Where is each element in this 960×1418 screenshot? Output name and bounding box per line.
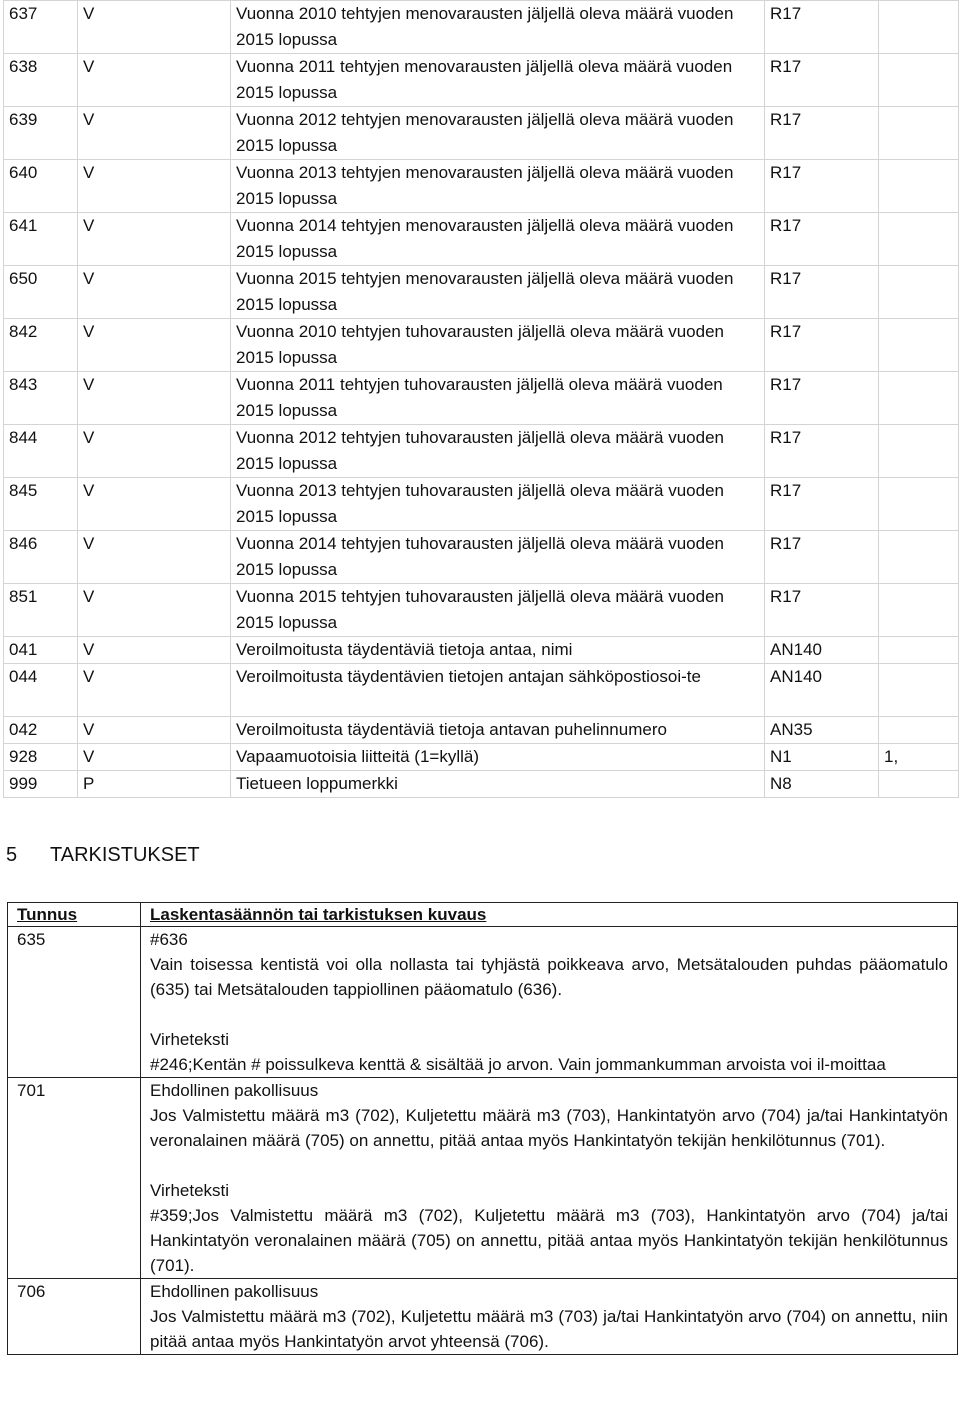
field-type: V [78,637,231,664]
field-code: 042 [4,717,78,744]
field-description: Vuonna 2012 tehtyjen menovarausten jäljellä oleva määrä vuoden 2015 lopussa [231,107,765,160]
field-description: Vuonna 2010 tehtyjen tuhovarausten jäljellä oleva määrä vuoden 2015 lopussa [231,319,765,372]
section-number: 5 [6,844,18,866]
field-description: Vuonna 2012 tehtyjen tuhovarausten jäljellä oleva määrä vuoden 2015 lopussa [231,425,765,478]
field-description: Vuonna 2013 tehtyjen tuhovarausten jäljellä oleva määrä vuoden 2015 lopussa [231,478,765,531]
field-row [4,584,959,637]
field-code: 845 [4,478,78,531]
field-description: Vuonna 2011 tehtyjen menovarausten jäljellä oleva määrä vuoden 2015 lopussa [231,54,765,107]
check-code: 706 [8,1279,141,1355]
field-row [4,771,959,798]
field-type: V [78,54,231,107]
field-description: Vuonna 2015 tehtyjen tuhovarausten jäljellä oleva määrä vuoden 2015 lopussa [231,584,765,637]
field-type: P [78,771,231,798]
rule-paragraph: #636 [150,930,188,949]
field-extra [879,266,959,319]
field-extra [879,425,959,478]
field-code: 041 [4,637,78,664]
field-extra: 1, [879,744,959,771]
field-row [4,266,959,319]
rule-paragraph: Ehdollinen pakollisuus [150,1282,319,1301]
field-extra [879,107,959,160]
field-type: V [78,319,231,372]
field-extra [879,531,959,584]
field-table-body [4,1,959,798]
field-row [4,744,959,771]
field-row [4,372,959,425]
check-rule-description [141,1078,958,1279]
field-extra [879,160,959,213]
field-format: R17 [765,319,879,372]
field-description: Vuonna 2013 tehtyjen menovarausten jäljellä oleva määrä vuoden 2015 lopussa [231,160,765,213]
check-row [8,927,958,1078]
rule-paragraph: Virheteksti [150,1181,230,1200]
check-table-header-row [8,903,958,927]
field-format: R17 [765,160,879,213]
field-format: R17 [765,584,879,637]
field-description: Vuonna 2010 tehtyjen menovarausten jäljellä oleva määrä vuoden 2015 lopussa [231,1,765,54]
field-row [4,637,959,664]
field-format: N8 [765,771,879,798]
field-row [4,319,959,372]
check-code: 701 [8,1078,141,1279]
field-extra [879,319,959,372]
section-heading [6,844,200,867]
field-code: 639 [4,107,78,160]
field-extra [879,213,959,266]
field-format: R17 [765,54,879,107]
field-description: Vuonna 2014 tehtyjen menovarausten jäljellä oleva määrä vuoden 2015 lopussa [231,213,765,266]
field-format: R17 [765,531,879,584]
check-row [8,1279,958,1355]
field-type: V [78,664,231,717]
field-row [4,54,959,107]
field-type: V [78,425,231,478]
header-code: Tunnus [8,903,141,927]
field-description: Veroilmoitusta täydentävien tietojen antajan sähköpostiosoi-te [231,664,765,717]
field-extra [879,664,959,717]
field-type: V [78,744,231,771]
field-extra [879,637,959,664]
field-code: 844 [4,425,78,478]
field-code: 637 [4,1,78,54]
check-row [8,1078,958,1279]
check-rule-description [141,927,958,1078]
field-format: R17 [765,425,879,478]
field-description: Vapaamuotoisia liitteitä (1=kyllä) [231,744,765,771]
rule-paragraph: #246;Kentän # poissulkeva kenttä & sisältää jo arvon. Vain jommankumman arvoista voi il-moittaa [150,1055,886,1074]
field-type: V [78,372,231,425]
field-description: Vuonna 2015 tehtyjen menovarausten jäljellä oleva määrä vuoden 2015 lopussa [231,266,765,319]
field-code: 641 [4,213,78,266]
field-format: R17 [765,266,879,319]
field-format: R17 [765,1,879,54]
field-description: Tietueen loppumerkki [231,771,765,798]
field-type: V [78,478,231,531]
check-rule-description [141,1279,958,1355]
field-extra [879,1,959,54]
field-description: Veroilmoitusta täydentäviä tietoja antavan puhelinnumero [231,717,765,744]
field-row [4,478,959,531]
field-extra [879,584,959,637]
field-row [4,664,959,717]
field-type: V [78,584,231,637]
field-row [4,717,959,744]
field-description: Veroilmoitusta täydentäviä tietoja antaa, nimi [231,637,765,664]
field-type: V [78,160,231,213]
field-format: R17 [765,478,879,531]
section-title: TARKISTUKSET [50,844,200,866]
rule-paragraph: #359;Jos Valmistettu määrä m3 (702), Kuljetettu määrä m3 (703), Hankintatyön arvo (704) ja/tai Hankintatyön veronalainen määrä (705) on annettu, pitää antaa myös Hankintatyön tekijän henkilötunnus (701). [150,1206,948,1275]
field-extra [879,372,959,425]
field-description: Vuonna 2014 tehtyjen tuhovarausten jäljellä oleva määrä vuoden 2015 lopussa [231,531,765,584]
rule-paragraph: Vain toisessa kentistä voi olla nollasta tai tyhjästä poikkeava arvo, Metsätalouden puhdas pääomatulo (635) tai Metsätalouden tappiollinen pääomatulo (636). [150,955,948,999]
field-extra [879,717,959,744]
field-type: V [78,266,231,319]
field-code: 999 [4,771,78,798]
header-rule: Laskentasäännön tai tarkistuksen kuvaus [141,903,958,927]
field-code: 650 [4,266,78,319]
field-format: AN140 [765,637,879,664]
check-code: 635 [8,927,141,1078]
field-type: V [78,717,231,744]
field-format: AN140 [765,664,879,717]
field-type: V [78,531,231,584]
field-code: 044 [4,664,78,717]
field-format: R17 [765,213,879,266]
check-table-body [8,927,958,1355]
field-row [4,531,959,584]
field-code: 851 [4,584,78,637]
field-row [4,107,959,160]
field-code: 843 [4,372,78,425]
check-rules-table [7,902,958,1355]
rule-paragraph: Jos Valmistettu määrä m3 (702), Kuljetettu määrä m3 (703), Hankintatyön arvo (704) ja/tai Hankintatyön veronalainen määrä (705) on annettu, pitää antaa myös Hankintatyön tekijän henkilötunnus (701). [150,1106,948,1150]
field-code: 846 [4,531,78,584]
field-type: V [78,107,231,160]
field-description: Vuonna 2011 tehtyjen tuhovarausten jäljellä oleva määrä vuoden 2015 lopussa [231,372,765,425]
field-type: V [78,1,231,54]
field-format: R17 [765,107,879,160]
field-row [4,213,959,266]
field-format: R17 [765,372,879,425]
field-row [4,425,959,478]
field-extra [879,771,959,798]
field-row [4,160,959,213]
field-format: AN35 [765,717,879,744]
field-definition-table [3,0,959,798]
rule-paragraph: Virheteksti [150,1030,230,1049]
field-code: 928 [4,744,78,771]
rule-paragraph: Ehdollinen pakollisuus [150,1081,319,1100]
field-extra [879,478,959,531]
field-type: V [78,213,231,266]
field-code: 640 [4,160,78,213]
field-code: 842 [4,319,78,372]
field-extra [879,54,959,107]
field-code: 638 [4,54,78,107]
rule-paragraph: Jos Valmistettu määrä m3 (702), Kuljetettu määrä m3 (703) ja/tai Hankintatyön arvo (704) on annettu, niin pitää antaa myös Hankintatyön arvot yhteensä (706). [150,1307,948,1351]
field-format: N1 [765,744,879,771]
field-row [4,1,959,54]
